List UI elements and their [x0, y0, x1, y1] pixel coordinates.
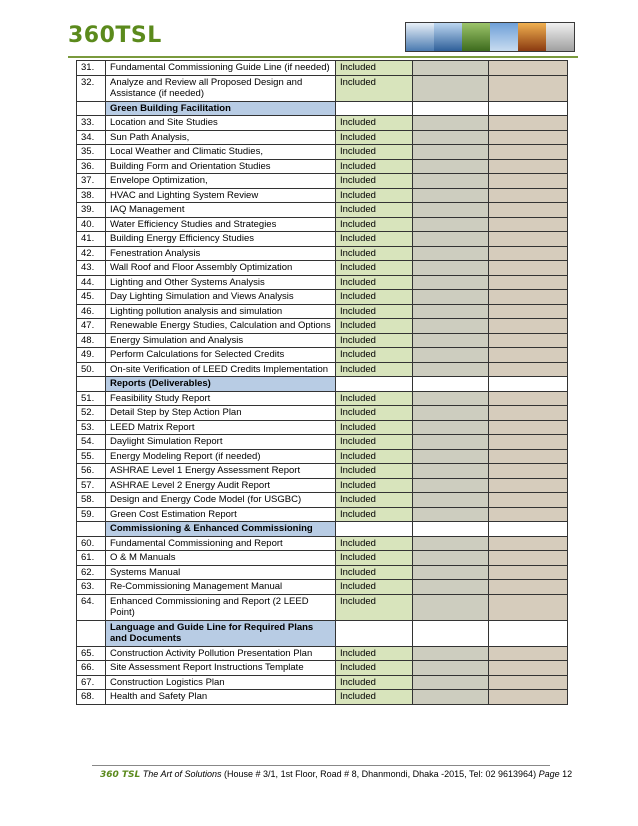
- table-row: [77, 507, 568, 522]
- row-blank-cell: [413, 290, 489, 305]
- row-status: Included: [336, 174, 413, 189]
- table-row: [77, 275, 568, 290]
- table-row: [77, 478, 568, 493]
- row-number: 36.: [77, 159, 106, 174]
- row-number: 58.: [77, 493, 106, 508]
- row-description: Site Assessment Report Instructions Template: [106, 661, 336, 676]
- row-status: Included: [336, 406, 413, 421]
- row-blank-cell: [489, 690, 568, 705]
- row-status: Included: [336, 246, 413, 261]
- row-description: Energy Simulation and Analysis: [106, 333, 336, 348]
- row-description: Location and Site Studies: [106, 116, 336, 131]
- footer-page-number: 12: [562, 769, 573, 779]
- row-blank-cell: [413, 449, 489, 464]
- table-row: [77, 159, 568, 174]
- row-status: Included: [336, 536, 413, 551]
- row-number: 66.: [77, 661, 106, 676]
- row-status: Included: [336, 304, 413, 319]
- row-number: 43.: [77, 261, 106, 276]
- row-description: Analyze and Review all Proposed Design and Assistance (if needed): [106, 75, 336, 101]
- row-description: Fundamental Commissioning Guide Line (if needed): [106, 61, 336, 76]
- footer-page-label: Page: [538, 769, 560, 779]
- table-row: [77, 232, 568, 247]
- table-row: [77, 661, 568, 676]
- row-blank-cell: [489, 420, 568, 435]
- section-blank-cell: [77, 522, 106, 537]
- row-number: 46.: [77, 304, 106, 319]
- row-blank-cell: [413, 646, 489, 661]
- row-blank-cell: [489, 174, 568, 189]
- row-blank-cell: [489, 362, 568, 377]
- row-blank-cell: [413, 675, 489, 690]
- table-row: [77, 130, 568, 145]
- row-blank-cell: [413, 319, 489, 334]
- row-description: Feasibility Study Report: [106, 391, 336, 406]
- row-blank-cell: [489, 348, 568, 363]
- row-blank-cell: [413, 507, 489, 522]
- services-table-body: [77, 61, 568, 705]
- row-number: 59.: [77, 507, 106, 522]
- row-blank-cell: [489, 646, 568, 661]
- table-row: [77, 391, 568, 406]
- row-number: 55.: [77, 449, 106, 464]
- row-blank-cell: [489, 232, 568, 247]
- row-status: Included: [336, 675, 413, 690]
- row-number: 62.: [77, 565, 106, 580]
- row-status: Included: [336, 319, 413, 334]
- row-description: Design and Energy Code Model (for USGBC): [106, 493, 336, 508]
- row-blank-cell: [489, 290, 568, 305]
- row-blank-cell: [489, 159, 568, 174]
- row-blank-cell: [489, 594, 568, 620]
- row-blank-cell: [413, 536, 489, 551]
- row-blank-cell: [489, 116, 568, 131]
- section-header-row: [77, 377, 568, 392]
- section-blank-cell: [77, 101, 106, 116]
- row-blank-cell: [413, 61, 489, 76]
- row-blank-cell: [489, 464, 568, 479]
- row-description: Construction Logistics Plan: [106, 675, 336, 690]
- section-title: Language and Guide Line for Required Plans and Documents: [106, 620, 336, 646]
- table-row: [77, 646, 568, 661]
- row-blank-cell: [413, 391, 489, 406]
- table-row: [77, 203, 568, 218]
- table-row: [77, 75, 568, 101]
- footer-address: (House # 3/1, 1st Floor, Road # 8, Dhanmondi, Dhaka -2015, Tel: 02 9613964): [224, 769, 537, 779]
- row-description: Perform Calculations for Selected Credits: [106, 348, 336, 363]
- section-blank-cell: [77, 377, 106, 392]
- table-row: [77, 304, 568, 319]
- row-status: Included: [336, 580, 413, 595]
- table-row: [77, 116, 568, 131]
- row-description: IAQ Management: [106, 203, 336, 218]
- row-number: 64.: [77, 594, 106, 620]
- row-status: Included: [336, 478, 413, 493]
- table-row: [77, 551, 568, 566]
- row-blank-cell: [489, 661, 568, 676]
- row-blank-cell: [413, 75, 489, 101]
- row-number: 45.: [77, 290, 106, 305]
- row-blank-cell: [489, 536, 568, 551]
- row-blank-cell: [489, 406, 568, 421]
- row-blank-cell: [489, 275, 568, 290]
- footer-rule: [92, 765, 550, 766]
- row-description: On-site Verification of LEED Credits Implementation: [106, 362, 336, 377]
- row-description: Fundamental Commissioning and Report: [106, 536, 336, 551]
- row-description: Lighting and Other Systems Analysis: [106, 275, 336, 290]
- table-row: [77, 290, 568, 305]
- section-blank-cell: [77, 620, 106, 646]
- row-description: Green Cost Estimation Report: [106, 507, 336, 522]
- section-blank-cell: [489, 101, 568, 116]
- row-blank-cell: [413, 594, 489, 620]
- row-number: 48.: [77, 333, 106, 348]
- row-number: 37.: [77, 174, 106, 189]
- row-number: 53.: [77, 420, 106, 435]
- table-row: [77, 675, 568, 690]
- row-blank-cell: [413, 333, 489, 348]
- row-description: Building Energy Efficiency Studies: [106, 232, 336, 247]
- row-blank-cell: [413, 406, 489, 421]
- row-status: Included: [336, 464, 413, 479]
- row-description: Renewable Energy Studies, Calculation and Options: [106, 319, 336, 334]
- row-blank-cell: [413, 174, 489, 189]
- row-blank-cell: [413, 565, 489, 580]
- row-blank-cell: [413, 188, 489, 203]
- header-banner-image: [405, 22, 575, 52]
- row-number: 41.: [77, 232, 106, 247]
- row-blank-cell: [413, 580, 489, 595]
- row-blank-cell: [413, 304, 489, 319]
- section-blank-cell: [413, 522, 489, 537]
- row-description: O & M Manuals: [106, 551, 336, 566]
- row-status: Included: [336, 449, 413, 464]
- row-status: Included: [336, 159, 413, 174]
- row-number: 68.: [77, 690, 106, 705]
- row-number: 61.: [77, 551, 106, 566]
- row-description: Enhanced Commissioning and Report (2 LEED Point): [106, 594, 336, 620]
- row-blank-cell: [489, 507, 568, 522]
- row-description: Construction Activity Pollution Presentation Plan: [106, 646, 336, 661]
- row-status: Included: [336, 145, 413, 160]
- row-status: Included: [336, 333, 413, 348]
- row-blank-cell: [489, 565, 568, 580]
- row-blank-cell: [489, 188, 568, 203]
- row-description: Daylight Simulation Report: [106, 435, 336, 450]
- row-number: 34.: [77, 130, 106, 145]
- row-number: 39.: [77, 203, 106, 218]
- table-row: [77, 406, 568, 421]
- row-number: 44.: [77, 275, 106, 290]
- row-blank-cell: [489, 217, 568, 232]
- row-description: Detail Step by Step Action Plan: [106, 406, 336, 421]
- row-description: ASHRAE Level 1 Energy Assessment Report: [106, 464, 336, 479]
- row-status: Included: [336, 232, 413, 247]
- footer-brand: 360 TSL: [100, 770, 141, 780]
- row-description: Wall Roof and Floor Assembly Optimization: [106, 261, 336, 276]
- row-status: Included: [336, 290, 413, 305]
- row-blank-cell: [489, 478, 568, 493]
- section-blank-cell: [413, 101, 489, 116]
- row-blank-cell: [413, 116, 489, 131]
- section-title: Reports (Deliverables): [106, 377, 336, 392]
- table-row: [77, 580, 568, 595]
- row-description: ASHRAE Level 2 Energy Audit Report: [106, 478, 336, 493]
- row-description: Building Form and Orientation Studies: [106, 159, 336, 174]
- row-blank-cell: [413, 478, 489, 493]
- row-status: Included: [336, 261, 413, 276]
- row-status: Included: [336, 493, 413, 508]
- row-blank-cell: [489, 145, 568, 160]
- row-blank-cell: [413, 690, 489, 705]
- row-description: Sun Path Analysis,: [106, 130, 336, 145]
- table-row: [77, 435, 568, 450]
- row-blank-cell: [489, 391, 568, 406]
- section-blank-cell: [413, 377, 489, 392]
- row-blank-cell: [413, 261, 489, 276]
- table-row: [77, 690, 568, 705]
- row-blank-cell: [489, 493, 568, 508]
- table-row: [77, 362, 568, 377]
- row-description: Fenestration Analysis: [106, 246, 336, 261]
- row-description: Envelope Optimization,: [106, 174, 336, 189]
- row-description: Water Efficiency Studies and Strategies: [106, 217, 336, 232]
- row-blank-cell: [489, 75, 568, 101]
- table-row: [77, 594, 568, 620]
- section-blank-cell: [489, 522, 568, 537]
- page-footer: [100, 769, 572, 780]
- row-status: Included: [336, 435, 413, 450]
- row-status: Included: [336, 420, 413, 435]
- row-number: 33.: [77, 116, 106, 131]
- row-number: 63.: [77, 580, 106, 595]
- table-row: [77, 217, 568, 232]
- section-blank-cell: [489, 620, 568, 646]
- row-number: 31.: [77, 61, 106, 76]
- table-row: [77, 493, 568, 508]
- row-number: 32.: [77, 75, 106, 101]
- row-blank-cell: [413, 420, 489, 435]
- section-header-row: [77, 522, 568, 537]
- row-blank-cell: [413, 232, 489, 247]
- row-blank-cell: [489, 333, 568, 348]
- section-title: Commissioning & Enhanced Commissioning: [106, 522, 336, 537]
- row-number: 56.: [77, 464, 106, 479]
- row-blank-cell: [413, 275, 489, 290]
- row-blank-cell: [489, 130, 568, 145]
- row-status: Included: [336, 116, 413, 131]
- row-status: Included: [336, 348, 413, 363]
- table-row: [77, 61, 568, 76]
- row-blank-cell: [413, 464, 489, 479]
- section-blank-cell: [336, 620, 413, 646]
- row-description: Local Weather and Climatic Studies,: [106, 145, 336, 160]
- row-number: 52.: [77, 406, 106, 421]
- row-description: Health and Safety Plan: [106, 690, 336, 705]
- header-rule: [68, 56, 578, 58]
- table-row: [77, 188, 568, 203]
- table-row: [77, 333, 568, 348]
- row-blank-cell: [413, 246, 489, 261]
- table-row: [77, 145, 568, 160]
- row-blank-cell: [413, 203, 489, 218]
- row-status: Included: [336, 646, 413, 661]
- row-blank-cell: [413, 159, 489, 174]
- row-number: 38.: [77, 188, 106, 203]
- row-description: HVAC and Lighting System Review: [106, 188, 336, 203]
- row-number: 50.: [77, 362, 106, 377]
- row-status: Included: [336, 594, 413, 620]
- row-blank-cell: [413, 130, 489, 145]
- section-header-row: [77, 620, 568, 646]
- section-blank-cell: [336, 101, 413, 116]
- table-row: [77, 464, 568, 479]
- row-number: 67.: [77, 675, 106, 690]
- row-number: 51.: [77, 391, 106, 406]
- row-number: 49.: [77, 348, 106, 363]
- row-number: 57.: [77, 478, 106, 493]
- table-row: [77, 246, 568, 261]
- row-blank-cell: [489, 61, 568, 76]
- row-number: 60.: [77, 536, 106, 551]
- row-number: 54.: [77, 435, 106, 450]
- row-blank-cell: [489, 675, 568, 690]
- row-number: 40.: [77, 217, 106, 232]
- row-status: Included: [336, 130, 413, 145]
- row-status: Included: [336, 565, 413, 580]
- row-description: Energy Modeling Report (if needed): [106, 449, 336, 464]
- company-logo: 360TSL: [68, 23, 162, 48]
- table-row: [77, 536, 568, 551]
- row-status: Included: [336, 690, 413, 705]
- row-number: 35.: [77, 145, 106, 160]
- row-description: Systems Manual: [106, 565, 336, 580]
- row-blank-cell: [413, 493, 489, 508]
- row-status: Included: [336, 661, 413, 676]
- section-blank-cell: [336, 522, 413, 537]
- row-blank-cell: [413, 435, 489, 450]
- row-blank-cell: [489, 435, 568, 450]
- row-blank-cell: [489, 261, 568, 276]
- table-row: [77, 449, 568, 464]
- row-blank-cell: [413, 145, 489, 160]
- section-title: Green Building Facilitation: [106, 101, 336, 116]
- section-blank-cell: [413, 620, 489, 646]
- footer-tagline: The Art of Solutions: [142, 769, 222, 779]
- section-blank-cell: [336, 377, 413, 392]
- table-row: [77, 348, 568, 363]
- row-status: Included: [336, 507, 413, 522]
- row-blank-cell: [413, 661, 489, 676]
- row-status: Included: [336, 188, 413, 203]
- table-row: [77, 261, 568, 276]
- row-status: Included: [336, 275, 413, 290]
- row-description: Re-Commissioning Management Manual: [106, 580, 336, 595]
- row-status: Included: [336, 75, 413, 101]
- row-description: Lighting pollution analysis and simulation: [106, 304, 336, 319]
- row-blank-cell: [413, 348, 489, 363]
- row-blank-cell: [489, 246, 568, 261]
- row-number: 65.: [77, 646, 106, 661]
- row-status: Included: [336, 217, 413, 232]
- row-number: 47.: [77, 319, 106, 334]
- table-row: [77, 420, 568, 435]
- table-row: [77, 565, 568, 580]
- row-blank-cell: [489, 449, 568, 464]
- row-status: Included: [336, 391, 413, 406]
- services-table: [76, 60, 568, 705]
- table-row: [77, 174, 568, 189]
- row-blank-cell: [413, 551, 489, 566]
- row-status: Included: [336, 362, 413, 377]
- row-blank-cell: [489, 203, 568, 218]
- row-status: Included: [336, 551, 413, 566]
- row-blank-cell: [489, 304, 568, 319]
- row-blank-cell: [489, 319, 568, 334]
- row-description: LEED Matrix Report: [106, 420, 336, 435]
- row-number: 42.: [77, 246, 106, 261]
- section-blank-cell: [489, 377, 568, 392]
- row-blank-cell: [489, 580, 568, 595]
- row-blank-cell: [489, 551, 568, 566]
- row-blank-cell: [413, 217, 489, 232]
- row-status: Included: [336, 203, 413, 218]
- row-status: Included: [336, 61, 413, 76]
- row-description: Day Lighting Simulation and Views Analysis: [106, 290, 336, 305]
- section-header-row: [77, 101, 568, 116]
- row-blank-cell: [413, 362, 489, 377]
- table-row: [77, 319, 568, 334]
